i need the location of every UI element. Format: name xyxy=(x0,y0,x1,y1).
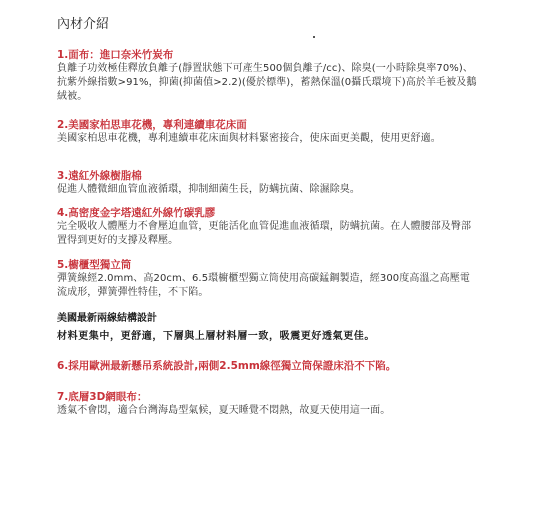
section-2-heading: 2.美國家柏思車花機，專利連續車花床面 xyxy=(57,119,247,131)
section-3-body: 促進人體微細血管血液循環，抑制細菌生長，防螨抗菌、除濕除臭。 xyxy=(57,184,360,195)
structure-section xyxy=(57,312,477,344)
section-4-heading: 4.高密度金字塔遠紅外線竹碳乳膠 xyxy=(57,207,216,219)
section-5 xyxy=(57,258,477,300)
section-1-body: 負離子功效極佳釋放負離子(靜置狀態下可產生500個負離子/cc)、除臭(一小時除臭率70%)、抗紫外線指數>91%，抑菌(抑菌值>2.2)(優於標準)，蓄熱保溫(0攝氏環境下)高於羊毛被及鵝絨被。 xyxy=(57,63,477,102)
structure-body: 材料更集中，更舒適，下層與上層材料層一致，吸震更好透氣更佳。 xyxy=(57,331,375,342)
section-7-body: 透氣不會悶，適合台灣海島型氣候，夏天睡覺不悶熱，故夏天使用這一面。 xyxy=(57,405,391,416)
structure-heading: 美國最新兩線結構設計 xyxy=(57,313,157,324)
section-7 xyxy=(57,390,477,418)
section-2 xyxy=(57,118,477,146)
section-4-body: 完全吸收人體壓力不會壓迫血管，更能活化血管促進血液循環，防螨抗菌。在人體腰部及臀部置得到更好的支撐及釋壓。 xyxy=(57,221,472,246)
section-4 xyxy=(57,206,477,248)
section-1 xyxy=(57,48,477,104)
section-6-text: 6.採用歐洲最新懸吊系統設計,兩側2.5mm線徑獨立筒保證床沿不下陷。 xyxy=(57,360,397,372)
section-1-heading: 1.面布：進口奈米竹炭布 xyxy=(57,49,174,61)
section-7-heading: 7.底層3D網眼布： xyxy=(57,391,148,403)
section-3-heading: 3.遠紅外線樹脂棉 xyxy=(57,170,142,182)
section-2-body: 美國家柏思車花機，專利連續車花床面與材料緊密接合，使床面更美觀，使用更舒適。 xyxy=(57,133,441,144)
page-title: 內材介紹 xyxy=(57,17,110,32)
section-5-heading: 5.櫥櫃型獨立筒 xyxy=(57,259,132,271)
section-3 xyxy=(57,169,477,197)
section-6 xyxy=(57,359,477,373)
section-5-body: 彈簧線經2.0mm、高20cm、6.5環櫥櫃型獨立筒使用高碳錳鋼製造，經300度高溫之高壓電流成形，彈簧彈性特佳，不下陷。 xyxy=(57,273,470,298)
decorative-dot xyxy=(313,36,315,38)
